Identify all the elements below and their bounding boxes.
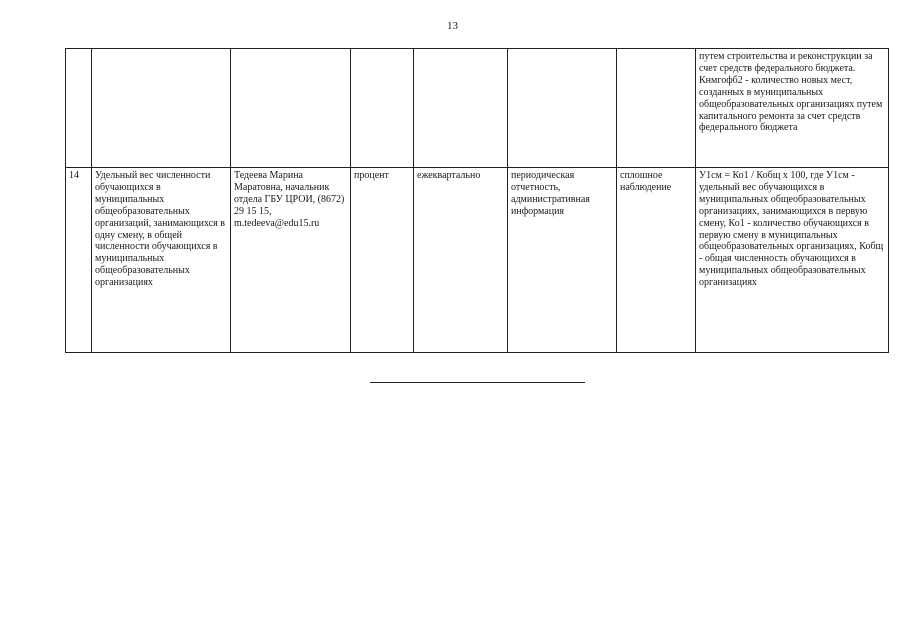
- cell-responsible: Тедеева Марина Маратовна, начальник отдела ГБУ ЦРОИ, (8672) 29 15 15, m.tedeeva@edu15.ru: [231, 168, 351, 353]
- cell-observation: сплошное наблюдение: [617, 168, 696, 353]
- cell-periodicity: [414, 49, 508, 168]
- page-number: 13: [447, 20, 458, 32]
- cell-unit: [351, 49, 414, 168]
- cell-source: периодическая отчетность, административная информация: [508, 168, 617, 353]
- cell-num: 14: [66, 168, 92, 353]
- cell-indicator: Удельный вес численности обучающихся в муниципальных общеобразовательных организаций, занимающихся в одну смену, в общей численности обучающихся в муниципальных общеобразовательных организациях: [92, 168, 231, 353]
- indicator-table: [65, 48, 889, 353]
- table-row-14: [66, 168, 889, 353]
- cell-method: путем строительства и реконструкции за счет средств федерального бюджета. Кнмгофб2 - количество новых мест, созданных в муниципальных общеобразовательных организациях путем капитального ремонта за счет средств федерального бюджета: [696, 49, 889, 168]
- separator-line: [370, 382, 585, 383]
- cell-method: У1см = Ко1 / Кобщ х 100, где У1см - удельный вес обучающихся в муниципальных общеобразовательных организациях, занимающихся в первую смену, Ко1 - количество обучающихся в первую смену в муниципальных общеобразовательных организациях, Кобщ - общая численность обучающихся в муниципальных общеобразовательных организациях: [696, 168, 889, 353]
- cell-num: [66, 49, 92, 168]
- cell-source: [508, 49, 617, 168]
- table-row-continuation: [66, 49, 889, 168]
- cell-indicator: [92, 49, 231, 168]
- cell-periodicity: ежеквартально: [414, 168, 508, 353]
- cell-unit: процент: [351, 168, 414, 353]
- cell-responsible: [231, 49, 351, 168]
- cell-observation: [617, 49, 696, 168]
